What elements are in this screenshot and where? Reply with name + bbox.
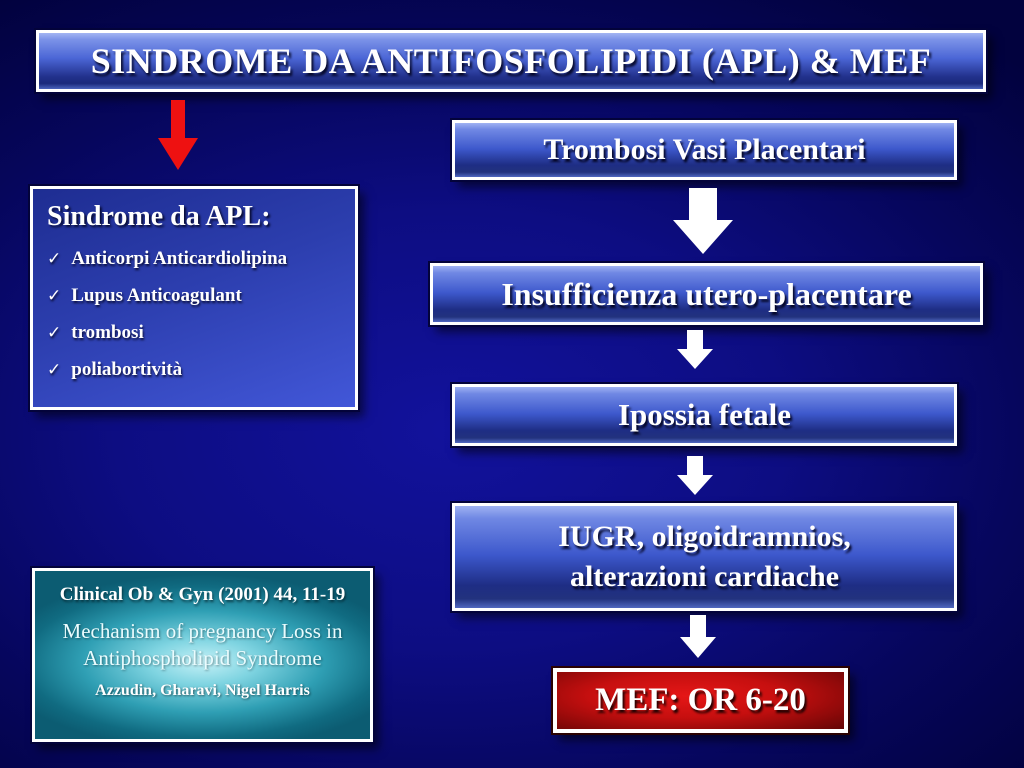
- citation-box: [32, 568, 373, 742]
- slide-title-bar: [36, 30, 986, 92]
- citation-paper-title: [35, 618, 370, 672]
- white-down-arrow-icon: [678, 615, 718, 659]
- white-down-arrow-icon: [675, 330, 715, 370]
- citation-paper-title-line2: Antiphospholipid Syndrome: [83, 646, 322, 670]
- citation-reference: Clinical Ob & Gyn (2001) 44, 11-19: [59, 584, 346, 605]
- outcome-label: MEF: OR 6-20: [595, 682, 806, 718]
- citation-paper-title-line1: Mechanism of pregnancy Loss in: [62, 619, 343, 643]
- flow-step-label-line1: IUGR, oligoidramnios,: [558, 520, 851, 553]
- flow-step-insufficienza: [430, 263, 983, 325]
- checkmark-icon: ✓: [47, 360, 62, 379]
- citation-authors: Azzudin, Gharavi, Nigel Harris: [95, 682, 310, 699]
- apl-item-label: poliabortività: [71, 359, 183, 380]
- checkmark-icon: ✓: [47, 323, 62, 342]
- apl-syndrome-box: [30, 186, 358, 410]
- apl-item-label: Lupus Anticoagulant: [71, 285, 242, 306]
- flow-step-ipossia: [452, 384, 957, 446]
- flow-step-label-line2: alterazioni cardiache: [569, 560, 840, 593]
- checkmark-icon: ✓: [47, 249, 62, 268]
- list-item: [47, 248, 341, 270]
- list-item: [47, 359, 341, 381]
- checkmark-icon: ✓: [47, 286, 62, 305]
- apl-item-label: trombosi: [71, 322, 144, 343]
- flow-step-trombosi: [452, 120, 957, 180]
- white-down-arrow-icon: [667, 188, 739, 256]
- slide-title: SINDROME DA ANTIFOSFOLIPIDI (APL) & MEF: [90, 41, 932, 81]
- apl-item-label: Anticorpi Anticardiolipina: [71, 248, 288, 269]
- flow-step-label: Trombosi Vasi Placentari: [543, 133, 866, 166]
- red-down-arrow-icon: [158, 100, 198, 170]
- outcome-box-mef: [553, 668, 848, 733]
- flow-step-label: Insufficienza utero-placentare: [501, 275, 912, 312]
- list-item: [47, 285, 341, 307]
- list-item: [47, 322, 341, 344]
- white-down-arrow-icon: [675, 456, 715, 496]
- flow-step-iugr: [452, 503, 957, 611]
- flow-step-label: Ipossia fetale: [617, 397, 792, 432]
- apl-box-heading: Sindrome da APL:: [47, 201, 271, 232]
